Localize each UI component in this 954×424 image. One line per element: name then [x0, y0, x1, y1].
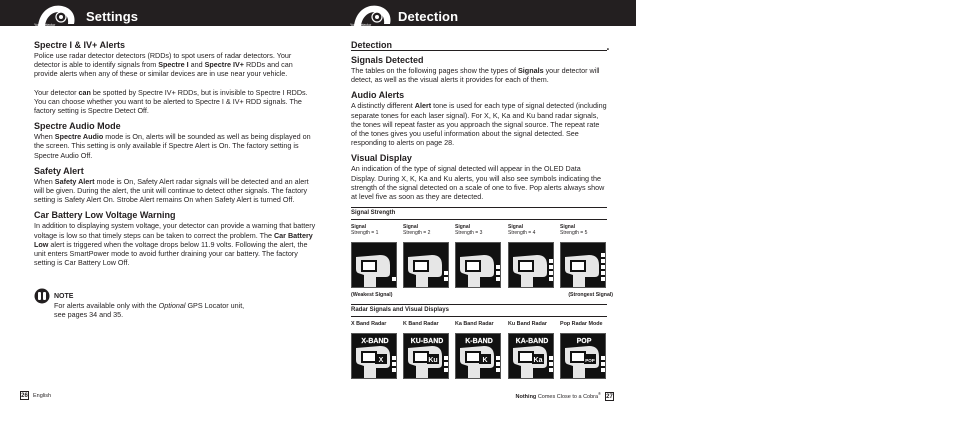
section-heading: Spectre I & IV+ Alerts — [34, 40, 125, 50]
svg-text:K: K — [482, 357, 488, 365]
detector-screen-icon — [404, 334, 449, 379]
text-run: alert is triggered when the voltage drops below 11.9 volts. Following the alert, the unit enters SmartPower mode to avoid further draining your car battery. The factory setting is Car Battery Low Off. — [34, 239, 308, 268]
text-run: Alert — [414, 101, 432, 111]
text-run: Car Battery Low — [34, 230, 313, 249]
strength-image-3 — [455, 242, 501, 288]
left-footer — [20, 391, 51, 400]
text-run: be spotted by Spectre IV+ RDDs, but is invisible to Spectre I RDDs. You can choose whether you want to be alerted to Spectre I & IV+ RDD signals. The factory setting is Spectre Detect Off. — [34, 87, 308, 116]
svg-text:Ku: Ku — [428, 357, 438, 365]
svg-text:X: X — [378, 357, 384, 365]
svg-text:Ka: Ka — [533, 357, 543, 365]
body-paragraph — [351, 164, 607, 201]
section-heading: Spectre Audio Mode — [34, 121, 121, 132]
radar-label-5: Pop Radar Mode — [560, 321, 603, 328]
text-run: The tables on the following pages show the types of — [351, 66, 519, 75]
radar-images — [351, 333, 607, 379]
svg-text:POP: POP — [585, 358, 595, 364]
text-run: Safety Alert — [54, 176, 95, 186]
detector-screen-icon — [404, 243, 449, 288]
text-run: mode is On, alerts will be sounded as well as being displayed on the screen. This setting is only available if Spectre Alert is On. The factory setting is Spectre Audio Off. — [34, 132, 311, 160]
weakest-label: (Weakest Signal) — [351, 292, 393, 299]
text-run: In addition to displaying system voltage, your detector can provide a warning that battery voltage is low so that timely steps can be taken to correct the problem. The — [34, 221, 316, 240]
right-header — [326, 0, 636, 26]
radar-image-4 — [508, 333, 554, 379]
page-title: Detection — [398, 9, 459, 24]
page-number: 27 — [606, 393, 613, 400]
strength-label-value: Strength = 1 — [351, 230, 379, 237]
body-paragraph — [34, 177, 318, 205]
radar-signals-title: Radar Signals and Visual Displays — [351, 304, 607, 317]
right-sections — [351, 55, 607, 201]
text-run: Spectre Audio — [54, 132, 104, 142]
text-run: Police use radar detector detectors (RDDs) to spot users of radar detectors. Your detector is able to identify signals from — [34, 51, 292, 70]
strength-label-2 — [403, 224, 453, 236]
body-paragraph — [351, 66, 607, 84]
text-run: RDDs and can provide alerts when any of these or similar devices are in use near your vehicle. — [34, 60, 293, 79]
footer-language: English — [33, 392, 52, 399]
svg-text:POP: POP — [576, 338, 592, 346]
footer-bold: Nothing — [515, 393, 537, 400]
footer-tagline: Comes Close to a Cobra — [536, 393, 599, 400]
detector-screen-icon — [509, 334, 554, 379]
radar-label-1: X Band Radar — [351, 321, 387, 328]
note-title: NOTE — [54, 293, 74, 300]
signal-strength-images — [351, 242, 607, 288]
text-run: can — [78, 87, 91, 97]
strength-label-word: Signal — [508, 224, 524, 231]
svg-text:KU-BAND: KU-BAND — [410, 338, 444, 346]
strength-image-5 — [560, 242, 606, 288]
radar-labels — [351, 321, 607, 331]
detector-screen-icon — [561, 334, 606, 379]
text-run: A distinctly different — [351, 101, 415, 111]
radar-label-2: K Band Radar — [403, 321, 439, 328]
text-run: Your detector — [34, 87, 79, 97]
text-run: your detector will detect, as well as the visual alerts it provides for each of them. — [351, 66, 600, 85]
page-title: Settings — [86, 9, 139, 24]
svg-text:K-BAND: K-BAND — [465, 338, 493, 346]
radar-label-3: Ka Band Radar — [455, 321, 494, 328]
detector-screen-icon — [352, 243, 397, 288]
svg-text:X-BAND: X-BAND — [361, 338, 389, 346]
page-number: 26 — [21, 393, 28, 399]
strength-label-3 — [455, 224, 505, 236]
blank-area — [636, 0, 954, 424]
radar-image-3 — [455, 333, 501, 379]
strength-label-value: Strength = 3 — [455, 230, 483, 237]
right-page — [326, 0, 636, 424]
strength-label-word: Signal — [403, 224, 419, 231]
text-run: and — [188, 60, 205, 70]
radar-image-1 — [351, 333, 397, 379]
section-rule — [351, 40, 607, 51]
header-logo-subtext: Your Detector — [350, 23, 372, 27]
body-paragraph — [34, 132, 318, 160]
left-header — [0, 0, 326, 26]
left-page — [0, 0, 326, 424]
right-footer — [516, 391, 614, 401]
section-heading: Car Battery Low Voltage Warning — [34, 210, 176, 221]
text-run: When — [34, 132, 55, 142]
section-heading: Safety Alert — [34, 165, 84, 176]
strength-image-2 — [403, 242, 449, 288]
section-heading: Visual Display — [351, 153, 412, 164]
body-paragraph — [34, 51, 318, 79]
rule-tick: • — [606, 47, 609, 53]
strongest-label: (Strongest Signal) — [568, 292, 613, 299]
body-paragraph — [34, 221, 318, 267]
text-run: tone is used for each type of signal detected (including separate tones for each laser signal). For X, K, Ka and Ku band radar signals, the tones will repeat faster as you approach the signal source. The repeat rate of the tones gives you useful information about the signal detected. See responding to alerts on page 28. — [351, 101, 607, 148]
detector-screen-icon — [456, 243, 501, 288]
text-run: Spectre I — [158, 60, 189, 70]
signal-strength-labels — [351, 224, 607, 238]
text-run: Optional — [158, 301, 186, 311]
radar-image-5 — [560, 333, 606, 379]
text-run: An indication of the type of signal detected will appear in the OLED Data Display. During X, K, Ka and Ku alerts, you will also see symbols indicating the strength of the signal detected on a scale of one to five. Pop alerts always show at level five as soon as they are detected. — [351, 164, 605, 202]
section-heading: Audio Alerts — [351, 90, 405, 101]
signal-strength-title: Signal Strength — [351, 207, 607, 220]
strength-label-1 — [351, 224, 401, 236]
strength-label-value: Strength = 2 — [403, 230, 431, 237]
body-paragraph — [351, 101, 607, 147]
radar-image-2 — [403, 333, 449, 379]
left-content — [34, 40, 318, 267]
radar-label-4: Ku Band Radar — [508, 321, 547, 328]
svg-text:KA-BAND: KA-BAND — [515, 338, 549, 346]
detector-screen-icon — [509, 243, 554, 288]
strength-label-5 — [560, 224, 610, 236]
detector-screen-icon — [456, 334, 501, 379]
strength-label-value: Strength = 5 — [560, 230, 588, 237]
strength-label-value: Strength = 4 — [508, 230, 536, 237]
section-heading: Signals Detected — [351, 55, 424, 65]
body-paragraph — [34, 88, 318, 116]
note-icon — [34, 288, 50, 304]
strength-label-word: Signal — [351, 224, 367, 231]
strength-image-1 — [351, 242, 397, 288]
text-run: When — [34, 176, 55, 186]
strength-label-word: Signal — [455, 224, 471, 231]
note-line-1 — [54, 301, 244, 310]
detector-screen-icon — [561, 243, 606, 288]
strength-label-4 — [508, 224, 558, 236]
text-run: For alerts available only with the — [54, 301, 159, 311]
text-run: GPS Locator unit, — [185, 301, 245, 311]
strength-image-4 — [508, 242, 554, 288]
text-run: Spectre IV+ — [204, 60, 244, 70]
note-line-2: see pages 34 and 35. — [54, 310, 124, 320]
header-logo-subtext: Your Detector — [34, 23, 56, 27]
footer-mark: ® — [598, 391, 601, 396]
text-run: mode is On, Safety Alert radar signals will be detected and an alert will be given. During the alert, the unit will continue to detect other signals. The factory setting is Safety Alert On. Strobe Alert remains On when Safety Alert is turned Off. — [34, 176, 309, 205]
right-content — [351, 40, 613, 379]
strength-range — [351, 292, 613, 302]
rule-title: Detection — [351, 40, 393, 50]
detector-screen-icon — [352, 334, 397, 379]
strength-label-word: Signal — [560, 224, 576, 231]
text-run: Signals — [518, 66, 544, 75]
